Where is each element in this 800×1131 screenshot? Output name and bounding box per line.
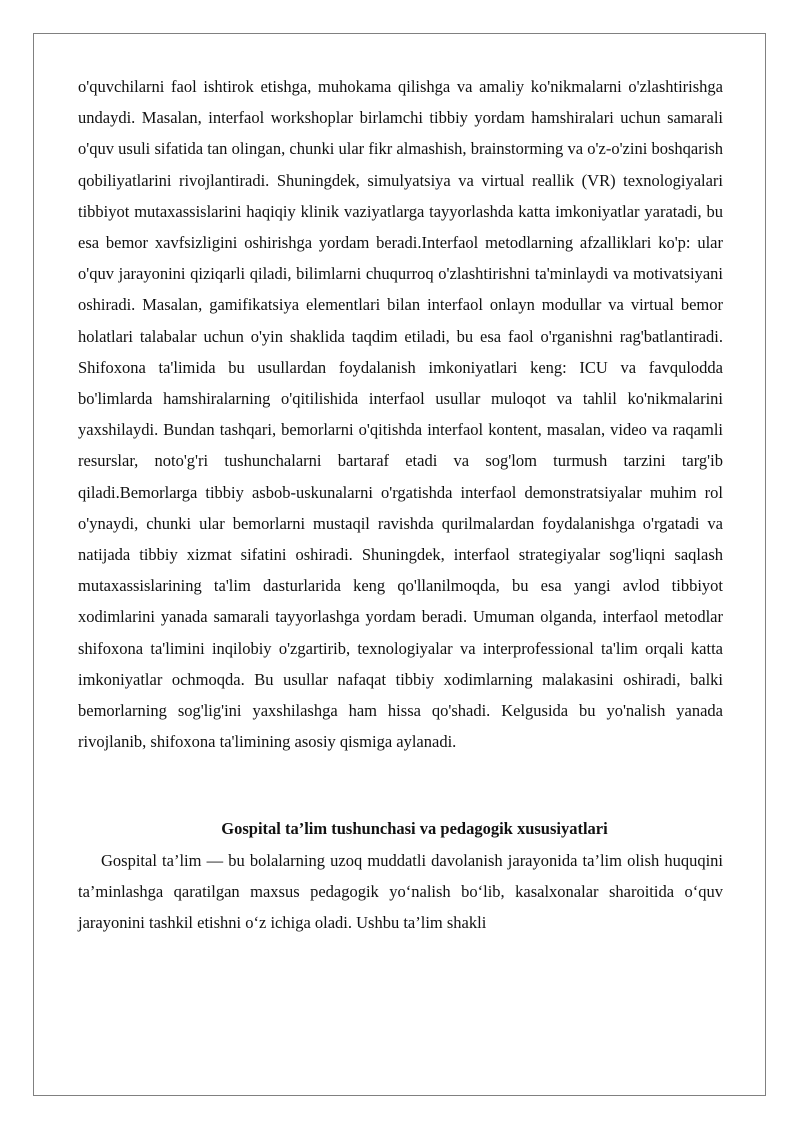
document-body [78, 71, 723, 938]
section-heading: Gospital ta’lim tushunchasi va pedagogik xususiyatlari [221, 819, 608, 839]
body-paragraph-2: Gospital ta’lim — bu bolalarning uzoq muddatli davolanish jarayonida ta’lim olish huquqini ta’minlashga qaratilgan maxsus pedagogik yo‘nalish bo‘lib, kasalxonalar sharoitida o‘quv jarayonini tashkil etishni o‘z ichiga oladi. Ushbu ta’lim shakli [78, 850, 723, 933]
section-spacer [78, 757, 723, 813]
body-paragraph: o'quvchilarni faol ishtirok etishga, muhokama qilishga va amaliy ko'nikmalarni o'zlashtirishga undaydi. Masalan, interfaol workshoplar birlamchi tibbiy yordam hamshiralari uchun samarali o'quv usuli sifatida tan olingan, chunki ular fikr almashish, brainstorming va o'z-o'zini boshqarish qobiliyatlarini rivojlantiradi. Shuningdek, simulyatsiya va virtual reallik (VR) texnologiyalari tibbiyot mutaxassislarini haqiqiy klinik vaziyatlarga tayyorlashda katta imkoniyatlar yaratadi, bu esa bemor xavfsizligini oshirishga yordam beradi.Interfaol metodlarning afzalliklari ko'p: ular o'quv jarayonini qiziqarli qiladi, bilimlarni chuqurroq o'zlashtirishni ta'minlaydi va motivatsiyani oshiradi. Masalan, gamifikatsiya elementlari bilan interfaol onlayn modullar va virtual bemor holatlari talabalar uchun o'yin shaklida taqdim etiladi, bu esa faol o'rganishni rag'batlantiradi. Shifoxona ta'limida bu usullardan foydalanish imkoniyatlari keng: ICU va favqulodda bo'limlarda hamshiralarning o'qitilishida interfaol usullar muloqot va tahlil ko'nikmalarini yaxshilaydi. Bundan tashqari, bemorlarni o'qitishda interfaol kontent, masalan, video va raqamli resurslar, noto'g'ri tushunchalarni bartaraf etadi va sog'lom turmush tarzini targ'ib qiladi.Bemorlarga tibbiy asbob-uskunalarni o'rgatishda interfaol demonstratsiyalar muhim rol o'ynaydi, chunki ular bemorlarni mustaqil ravishda qurilmalardan foydalanishga o'rgatadi va natijada tibbiy xizmat sifatini oshiradi. Shuningdek, interfaol strategiyalar sog'liqni saqlash mutaxassislarining ta'lim dasturlarida keng qo'llanilmoqda, bu esa yangi avlod tibbiyot xodimlarini yanada samarali tayyorlashga yordam beradi. Umuman olganda, interfaol metodlar shifoxona ta'limini inqilobiy o'zgartirib, texnologiyalar va interprofessional ta'lim orqali katta imkoniyatlar ochmoqda. Bu usullar nafaqat tibbiy xodimlarning malakasini oshiradi, balki bemorlarning sog'lig'ini yaxshilashga ham hissa qo'shadi. Kelgusida bu yo'nalish yanada rivojlanib, shifoxona ta'limining asosiy qismiga aylanadi. [78, 77, 723, 752]
